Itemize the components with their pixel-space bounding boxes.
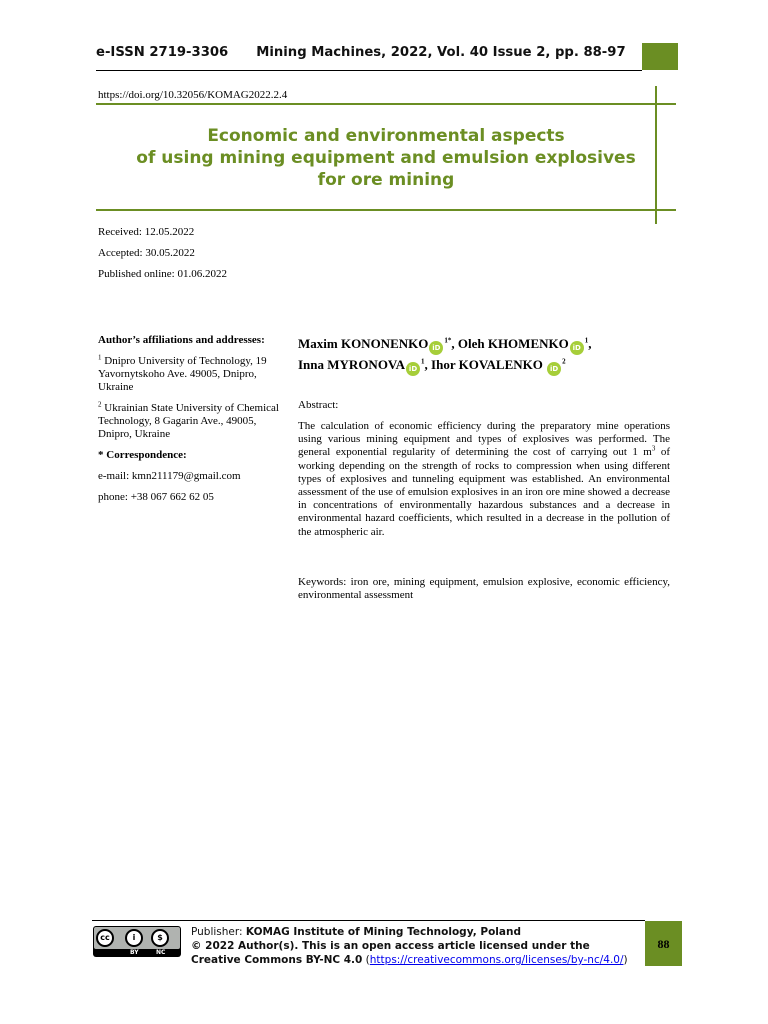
journal-info: Mining Machines, 2022, Vol. 40 Issue 2, pp. 88-97	[256, 45, 626, 60]
author-name: Oleh KHOMENKO	[457, 336, 569, 351]
keywords: Keywords: iron ore, mining equipment, emulsion explosive, economic efficiency, environmental assessment	[298, 576, 670, 602]
doi-link[interactable]: https://doi.org/10.32056/KOMAG2022.2.4	[98, 89, 288, 101]
footer-license	[191, 925, 641, 967]
author-separator: ,	[588, 336, 592, 351]
abstract-part-b: of working depending on the strength of rocks to compression when using different types of explosives and tunneling equipment was established. An environmental assessment of the use of emulsion explosives in an iron ore mine showed a decrease in concentrations of environmentally hazardous substances and a decrease in environmental hazard coefficients, which resulted in a decrease in the pollution of the atmospheric air.	[298, 446, 670, 538]
affiliation-1-text: Dnipro University of Technology, 19 Yavornytskoho Ave. 49005, Dnipro, Ukraine	[98, 355, 267, 393]
article-title	[96, 125, 676, 191]
correspondence-phone: phone: +38 067 662 62 05	[98, 491, 214, 503]
author-affil-sup: 2	[562, 357, 566, 366]
correspondence-email[interactable]: e-mail: kmn211179@gmail.com	[98, 470, 241, 482]
author-list	[298, 334, 678, 376]
by-label: BY	[130, 949, 139, 956]
author-separator: ,	[451, 336, 458, 351]
issn: e-ISSN 2719-3306	[96, 45, 229, 60]
published-date: Published online: 01.06.2022	[98, 268, 227, 280]
abstract-label: Abstract:	[298, 399, 339, 411]
paren-open: (	[362, 954, 370, 966]
nc-icon: $	[151, 929, 169, 947]
abstract-sup: 3	[651, 444, 656, 453]
cc-by-nc-icon[interactable]	[93, 926, 181, 957]
license-link[interactable]: https://creativecommons.org/licenses/by-nc/4.0/	[369, 954, 624, 966]
accepted-date: Accepted: 30.05.2022	[98, 247, 195, 259]
abstract-text	[298, 420, 670, 539]
author-name: Inna MYRONOVA	[298, 357, 406, 372]
affiliations-heading: Author’s affiliations and addresses:	[98, 334, 265, 346]
affiliations	[98, 334, 283, 512]
paren-close: )	[623, 954, 628, 966]
affiliation-2-text: Ukrainian State University of Chemical Technology, 8 Gagarin Ave., 49005, Dnipro, Ukraine	[98, 402, 279, 440]
page-number: 88	[657, 937, 670, 951]
nc-label: NC	[156, 949, 166, 956]
copyright-text: © 2022 Author(s). This is an open access article licensed under the Creative Commons BY-NC 4.0	[191, 940, 590, 966]
copyright-line	[191, 939, 641, 967]
article-dates	[98, 222, 227, 285]
publisher-label: Publisher:	[191, 926, 246, 938]
cc-icon: cc	[96, 929, 114, 947]
title-line-2: of using mining equipment and emulsion explosives	[136, 148, 636, 168]
footer-divider	[92, 920, 645, 921]
correspondence-heading: * Correspondence:	[98, 449, 187, 461]
affiliation-2-num: 2	[98, 400, 102, 409]
header-divider	[96, 70, 642, 71]
orcid-icon[interactable]: iD	[406, 362, 420, 376]
affiliation-1-num: 1	[98, 353, 102, 362]
orcid-icon[interactable]: iD	[429, 341, 443, 355]
title-line-3: for ore mining	[317, 170, 455, 190]
author-affil-sup: 1*	[444, 336, 452, 345]
publisher-name: KOMAG Institute of Mining Technology, Poland	[245, 926, 521, 938]
header-accent-box	[642, 43, 678, 70]
journal-header	[96, 45, 626, 60]
title-bottom-rule	[96, 209, 676, 211]
affiliation-1	[98, 355, 283, 394]
orcid-icon[interactable]: iD	[547, 362, 561, 376]
author-affil-sup: 1	[421, 357, 425, 366]
author-affil-sup: 1	[584, 336, 589, 345]
author-separator: ,	[424, 357, 432, 372]
orcid-icon[interactable]: iD	[570, 341, 584, 355]
publisher-line	[191, 925, 641, 939]
received-date: Received: 12.05.2022	[98, 226, 195, 238]
by-icon: i	[125, 929, 143, 947]
abstract-part-a: The calculation of economic efficiency during the preparatory mine operations using various mining equipment and types of explosives was performed. The general exponential regularity of determining the cost of carrying out 1 m	[298, 420, 670, 459]
author-name: Ihor KOVALENKO	[431, 357, 543, 372]
affiliation-2	[98, 402, 283, 441]
title-line-1: Economic and environmental aspects	[207, 126, 565, 146]
title-top-rule	[96, 103, 676, 105]
author-name: Maxim KONONENKO	[298, 336, 429, 351]
